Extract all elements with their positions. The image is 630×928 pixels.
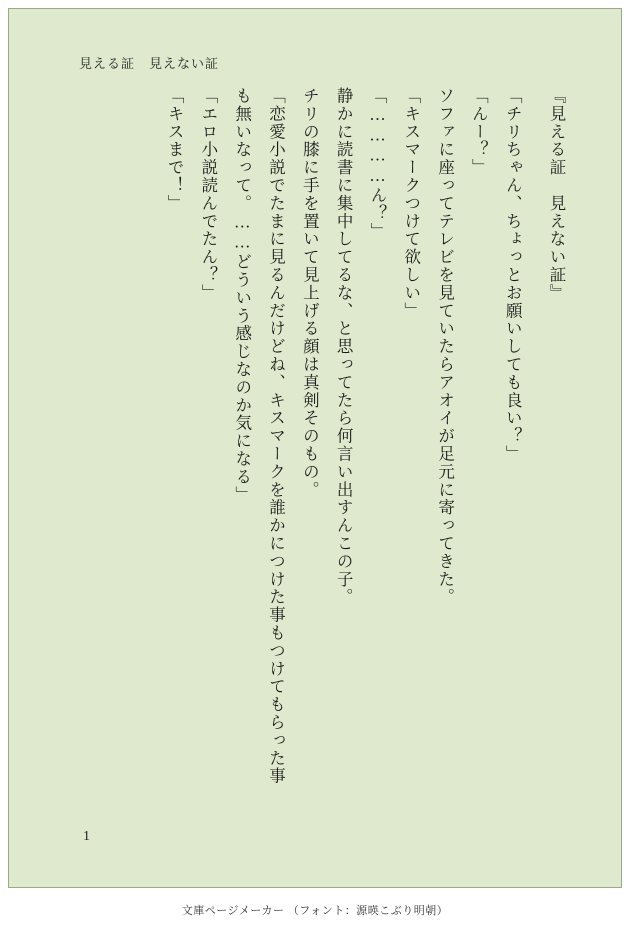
footer-caption: 文庫ページメーカー （フォント：源暎こぶり明朝） <box>181 905 449 917</box>
body-line-7: 「恋愛小説でたまに見るんだけどね、キスマークを誰かにつけた事もつけてもらった事も無いなって。……どういう感じなのか気になる」 <box>232 87 286 786</box>
body-line-2: ソファに座ってテレビを見ていたらアオイが足元に寄ってきた。 <box>435 87 455 607</box>
body-line-9: 「キスまで！」 <box>165 87 185 213</box>
body-line-5: 静かに読書に集中してるな、と思ってたら何言い出すんこの子。 <box>334 87 354 607</box>
body-line-4: 「…………ん？」 <box>367 87 387 241</box>
body-line-1: 「んー？」 <box>469 87 489 177</box>
column-gap <box>529 87 539 799</box>
body-line-0: 「チリちゃん、ちょっとお願いしても良い？」 <box>503 87 523 463</box>
body-line-6: チリの膝に手を置いて見上げる顔は真剣そのもの。 <box>300 87 320 499</box>
page-number: 1 <box>83 829 90 844</box>
body-line-8: 「エロ小説読んでたん？」 <box>198 87 218 302</box>
running-header-title: 見える証 見えない証 <box>79 56 220 71</box>
body-line-3: 「キスマークつけて欲しい」 <box>401 87 421 320</box>
paper-sheet <box>8 8 622 888</box>
vertical-text-body <box>157 87 573 799</box>
body-title-line: 『見える証 見えない証』 <box>547 87 566 302</box>
